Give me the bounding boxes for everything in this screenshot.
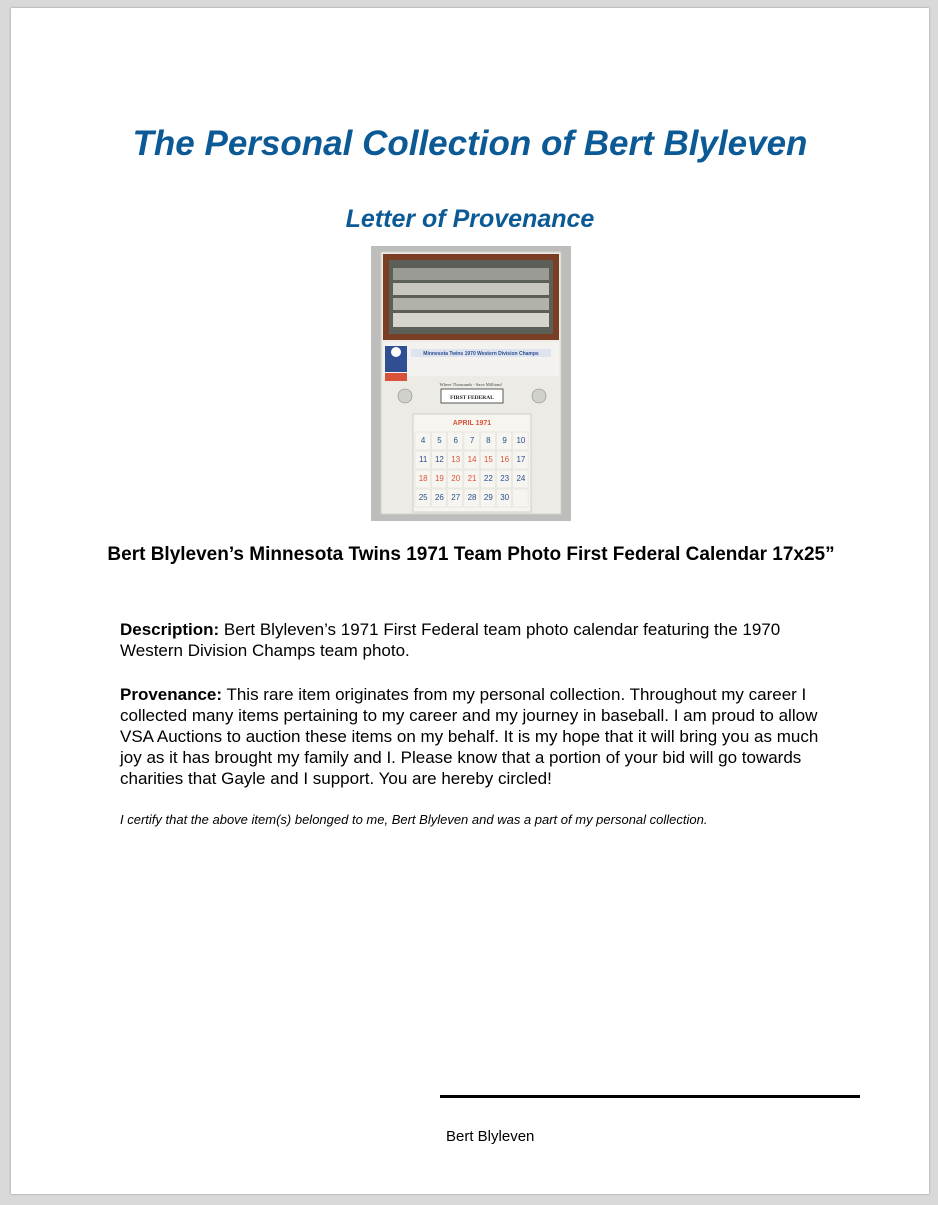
calendar-day: 16 [500, 455, 510, 464]
calendar-photo-illustration [371, 246, 571, 521]
calendar-day: 9 [502, 436, 507, 445]
description-paragraph [120, 619, 840, 661]
provenance-text: This rare item originates from my personal collection. Throughout my career I collected many items pertaining to my career and my journey in baseball. I am proud to allow VSA Auctions to auction these items on my behalf. It is my hope that it will bring you as much joy as it has brought my family and I. Please know that a portion of your bid will go towards charities that Gayle and I support. You are hereby circled! [120, 685, 819, 788]
bank-name-text: FIRST FEDERAL [450, 395, 494, 401]
calendar-day: 21 [467, 474, 477, 483]
page-subtitle: Letter of Provenance [345, 205, 595, 233]
calendar-day: 14 [467, 455, 477, 464]
calendar-day: 28 [467, 493, 477, 502]
calendar-day: 26 [434, 493, 444, 502]
calendar-day: 18 [418, 474, 428, 483]
calendar-day: 5 [437, 436, 442, 445]
calendar-day: 29 [483, 493, 493, 502]
provenance-paragraph [120, 684, 840, 789]
calendar-photo [371, 246, 571, 521]
calendar-day: 30 [500, 493, 510, 502]
calendar-day: 6 [453, 436, 458, 445]
tagline-text: Where Thousands - Save Millions! [439, 382, 503, 387]
page-title: The Personal Collection of Bert Blyleven [132, 124, 808, 163]
calendar-month-text: APRIL 1971 [452, 420, 492, 427]
calendar-day: 10 [516, 436, 526, 445]
calendar-day: 23 [500, 474, 510, 483]
signature-name: Bert Blyleven [446, 1128, 535, 1145]
calendar-day: 13 [451, 455, 461, 464]
calendar-day: 20 [451, 474, 461, 483]
calendar-day: 17 [516, 455, 526, 464]
provenance-label: Provenance: [120, 685, 223, 704]
calendar-day: 4 [420, 436, 426, 445]
calendar-day: 12 [434, 455, 444, 464]
calendar-day: 24 [516, 474, 526, 483]
letter-page [11, 8, 929, 1194]
calendar-day: 19 [434, 474, 444, 483]
calendar-day: 15 [483, 455, 493, 464]
calendar-day: 22 [483, 474, 493, 483]
signature-line [440, 1095, 860, 1098]
description-text: Bert Blyleven’s 1971 First Federal team photo calendar featuring the 1970 Western Division Champs team photo. [120, 620, 781, 660]
calendar-day: 7 [469, 436, 475, 445]
calendar-day: 27 [451, 493, 461, 502]
banner-text: Minnesota Twins 1970 Western Division Champs [423, 351, 539, 357]
certification-statement: I certify that the above item(s) belonged to me, Bert Blyleven and was a part of my personal collection. [120, 812, 708, 827]
calendar-day: 8 [486, 436, 491, 445]
calendar-day: 11 [418, 455, 428, 464]
calendar-day: 25 [418, 493, 428, 502]
item-title: Bert Blyleven’s Minnesota Twins 1971 Team Photo First Federal Calendar 17x25” [107, 544, 835, 565]
description-label: Description: [120, 620, 220, 639]
